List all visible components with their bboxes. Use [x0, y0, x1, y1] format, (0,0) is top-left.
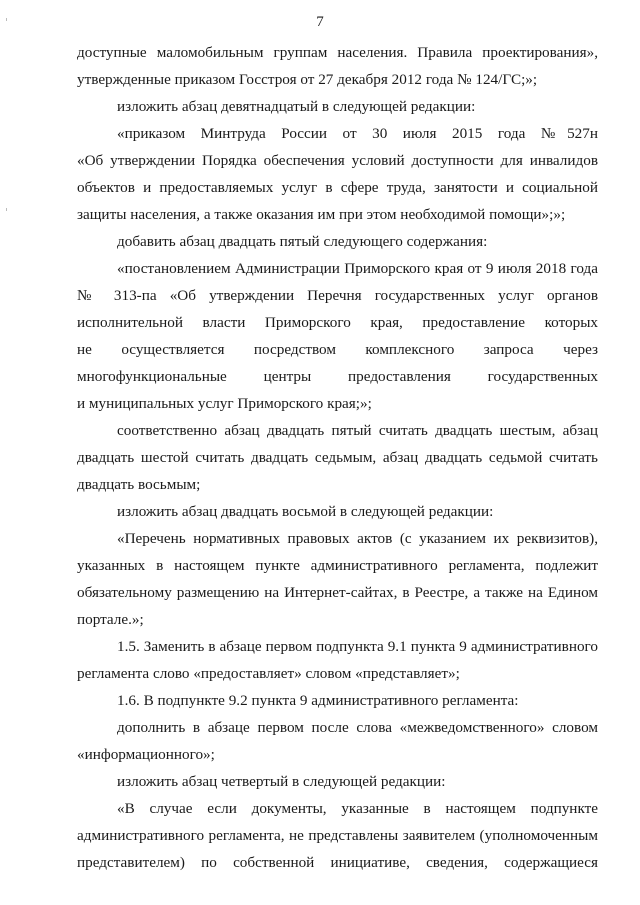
text-line: дополнить в абзаце первом после слова «межведомственного» словом: [117, 719, 598, 736]
text-line: исполнительной власти Приморского края, предоставление которых: [77, 314, 598, 331]
text-line: «информационного»;: [77, 746, 215, 763]
text-line: «приказом Минтруда России от 30 июля 2015 года №527н: [117, 125, 598, 142]
text-line: добавить абзац двадцать пятый следующего содержания:: [117, 233, 488, 250]
text-line: административного регламента, не представлены заявителем (уполномоченным: [77, 827, 598, 844]
text-line: изложить абзац девятнадцатый в следующей редакции:: [117, 98, 476, 115]
text-line: изложить абзац двадцать восьмой в следующей редакции:: [117, 503, 494, 520]
text-line: № 313-па «Об утверждении Перечня государственных услуг органов: [77, 287, 598, 304]
scan-margin-mark: [6, 18, 7, 21]
text-line: соответственно абзац двадцать пятый считать двадцать шестым, абзац: [117, 422, 598, 439]
text-line: не осуществляется посредством комплексного запроса через: [77, 341, 598, 358]
text-line: изложить абзац четвертый в следующей редакции:: [117, 773, 446, 790]
text-line: 1.6. В подпункте 9.2 пункта 9 административного регламента:: [117, 692, 519, 709]
text-line: «В случае если документы, указанные в настоящем подпункте: [117, 800, 598, 817]
text-line: объектов и предоставляемых услуг в сфере труда, занятости и социальной: [77, 179, 598, 196]
text-line: «постановлением Администрации Приморского края от 9 июля 2018 года: [117, 260, 598, 277]
text-line: «Об утверждении Порядка обеспечения условий доступности для инвалидов: [77, 152, 598, 169]
text-line: регламента слово «предоставляет» словом «представляет»;: [77, 665, 460, 682]
text-line: утвержденные приказом Госстроя от 27 декабря 2012 года № 124/ГС;»;: [77, 71, 538, 88]
text-line: доступные маломобильным группам населения. Правила проектирования»,: [77, 44, 598, 61]
scan-margin-mark: [6, 208, 7, 211]
text-line: 1.5. Заменить в абзаце первом подпункта 9.1 пункта 9 административного: [117, 638, 598, 655]
text-line: двадцать восьмым;: [77, 476, 201, 493]
text-line: защиты населения, а также оказания им при этом необходимой помощи»;»;: [77, 206, 566, 223]
text-line: представителем) по собственной инициативе, сведения, содержащиеся: [77, 854, 598, 871]
text-line: обязательному размещению на Интернет-сайтах, в Реестре, а также на Едином: [77, 584, 598, 601]
text-line: и муниципальных услуг Приморского края;»;: [77, 395, 372, 412]
text-line: «Перечень нормативных правовых актов (с указанием их реквизитов),: [117, 530, 598, 547]
text-line: портале.»;: [77, 611, 144, 628]
text-line: указанных в настоящем пункте административного регламента, подлежит: [77, 557, 598, 574]
page-number: 7: [316, 14, 324, 30]
text-line: двадцать шестой считать двадцать седьмым, абзац двадцать седьмой считать: [77, 449, 598, 466]
text-line: многофункциональные центры предоставления государственных: [77, 368, 598, 385]
